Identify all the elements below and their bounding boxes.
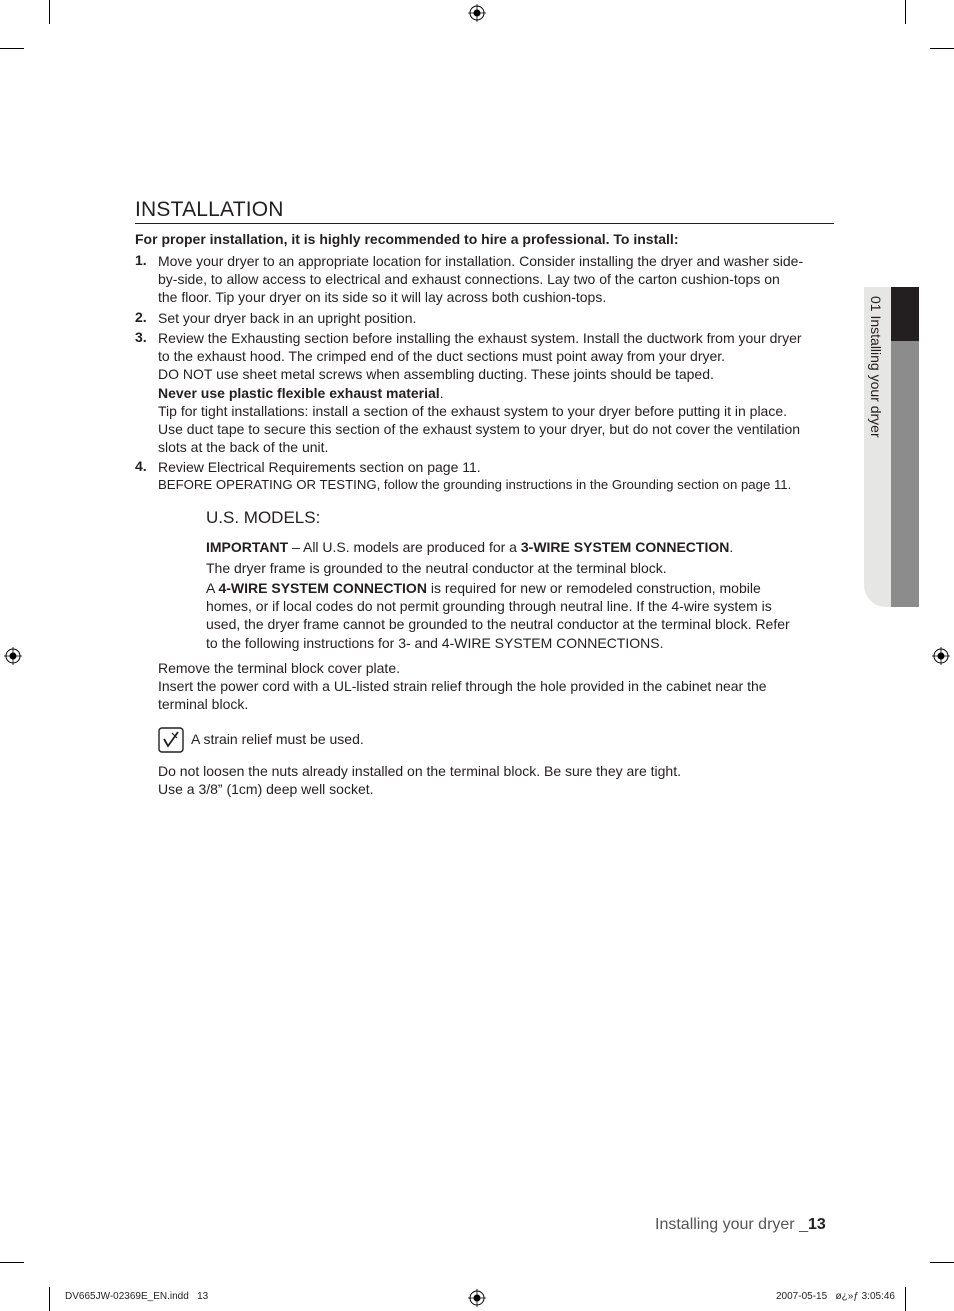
four-wire-line: used, the dryer frame cannot be grounded to the neutral conductor at the terminal block. Refer xyxy=(206,616,790,633)
terminal-line: Remove the terminal block cover plate. xyxy=(158,660,400,676)
four-wire-line: homes, or if local codes do not permit grounding through neutral line. If the 4-wire system is xyxy=(206,598,772,615)
step-text-line: Review Electrical Requirements section on page 11. xyxy=(158,459,481,475)
step-1-text xyxy=(158,252,803,307)
important-line xyxy=(206,538,733,556)
step-number: 3. xyxy=(135,329,147,345)
step-text-line: Set your dryer back in an upright position. xyxy=(158,310,417,326)
step-number: 4. xyxy=(135,458,147,474)
final-instructions xyxy=(158,762,681,798)
tip-line: slots at the back of the unit. xyxy=(158,439,329,456)
title-rule xyxy=(135,223,834,224)
step-number: 2. xyxy=(135,309,147,325)
section-tab-bar xyxy=(891,341,919,607)
four-wire-line: to the following instructions for 3- and 4-WIRE SYSTEM CONNECTIONS. xyxy=(206,634,664,651)
step-2-text xyxy=(158,309,416,327)
important-text: – All U.S. models are produced for a xyxy=(288,539,521,555)
step-text-line: to the exhaust hood. The crimped end of the duct sections must point away from your dryer. xyxy=(158,348,726,365)
four-wire-prefix: A xyxy=(206,580,219,596)
step-4-text xyxy=(158,458,791,494)
terminal-instructions xyxy=(158,659,767,714)
frame-ground-line: The dryer frame is grounded to the neutral conductor at the terminal block. xyxy=(206,560,667,576)
crop-mark xyxy=(930,1262,954,1263)
four-wire-first-line xyxy=(206,579,790,597)
four-wire-text: is required for new or remodeled construction, mobile xyxy=(426,580,761,596)
crop-mark xyxy=(49,1287,50,1311)
tip-line: Use duct tape to secure this section of the exhaust system to your dryer, but do not cover the ventilation xyxy=(158,421,801,438)
us-models-heading: U.S. MODELS: xyxy=(206,508,321,527)
crop-mark xyxy=(0,48,24,49)
final-line: Use a 3/8” (1cm) deep well socket. xyxy=(158,781,374,798)
crop-mark xyxy=(49,0,50,24)
step-text-line: Review the Exhausting section before installing the exhaust system. Install the ductwork from your dryer xyxy=(158,330,802,346)
crop-mark xyxy=(905,0,906,24)
step-text-line: the floor. Tip your dryer on its side so it will lay across both cushion-tops. xyxy=(158,289,607,306)
crop-mark xyxy=(0,1262,24,1263)
step-text-line: Move your dryer to an appropriate location for installation. Consider installing the dryer and washer side- xyxy=(158,253,804,269)
warning-line xyxy=(158,384,802,402)
page-footer xyxy=(655,1216,826,1234)
terminal-line: terminal block. xyxy=(158,696,249,713)
step-text-line: DO NOT use sheet metal screws when assembling ducting. These joints should be taped. xyxy=(158,366,714,383)
final-line: Do not loosen the nuts already installed on the terminal block. Be sure they are tight. xyxy=(158,763,681,779)
registration-mark-icon xyxy=(932,647,950,665)
important-emphasis: 3-WIRE SYSTEM CONNECTION xyxy=(520,539,730,555)
step-small-line: BEFORE OPERATING OR TESTING, follow the grounding instructions in the Grounding section on page 11. xyxy=(158,477,792,493)
terminal-line: Insert the power cord with a UL-listed strain relief through the hole provided in the cabinet near the xyxy=(158,678,767,695)
step-text-line: by-side, to allow access to electrical and exhaust connections. Lay two of the carton cushion-tops on xyxy=(158,271,780,288)
slug-filename: DV665JW-02369E_EN.indd 13 xyxy=(65,1291,209,1302)
section-tab-label: 01 Installing your dryer xyxy=(868,296,884,438)
tip-line: Tip for tight installations: install a section of the exhaust system to your dryer before putting it in place. xyxy=(158,402,788,419)
slug-timestamp: 2007-05-15 ø¿»ƒ 3:05:46 xyxy=(776,1291,895,1302)
step-number: 1. xyxy=(135,252,147,268)
important-punct: . xyxy=(729,539,734,555)
page-title: INSTALLATION xyxy=(135,198,284,221)
four-wire-paragraph xyxy=(206,579,790,652)
page-number: 13 xyxy=(807,1216,826,1233)
section-tab-marker xyxy=(891,287,919,341)
registration-mark-icon xyxy=(468,1289,486,1307)
four-wire-emphasis: 4-WIRE SYSTEM CONNECTION xyxy=(218,580,427,596)
footer-label: Installing your dryer _ xyxy=(655,1216,808,1233)
crop-mark xyxy=(930,48,954,49)
note-text: A strain relief must be used. xyxy=(191,731,364,747)
crop-mark xyxy=(905,1287,906,1311)
warning-punct: . xyxy=(439,384,444,401)
important-label: IMPORTANT xyxy=(206,539,289,555)
warning-text: Never use plastic flexible exhaust material xyxy=(158,384,440,401)
step-3-text xyxy=(158,329,802,456)
registration-mark-icon xyxy=(468,4,486,22)
registration-mark-icon xyxy=(4,647,22,665)
lead-paragraph: For proper installation, it is highly recommended to hire a professional. To install: xyxy=(135,231,679,247)
note-check-icon xyxy=(158,727,184,753)
